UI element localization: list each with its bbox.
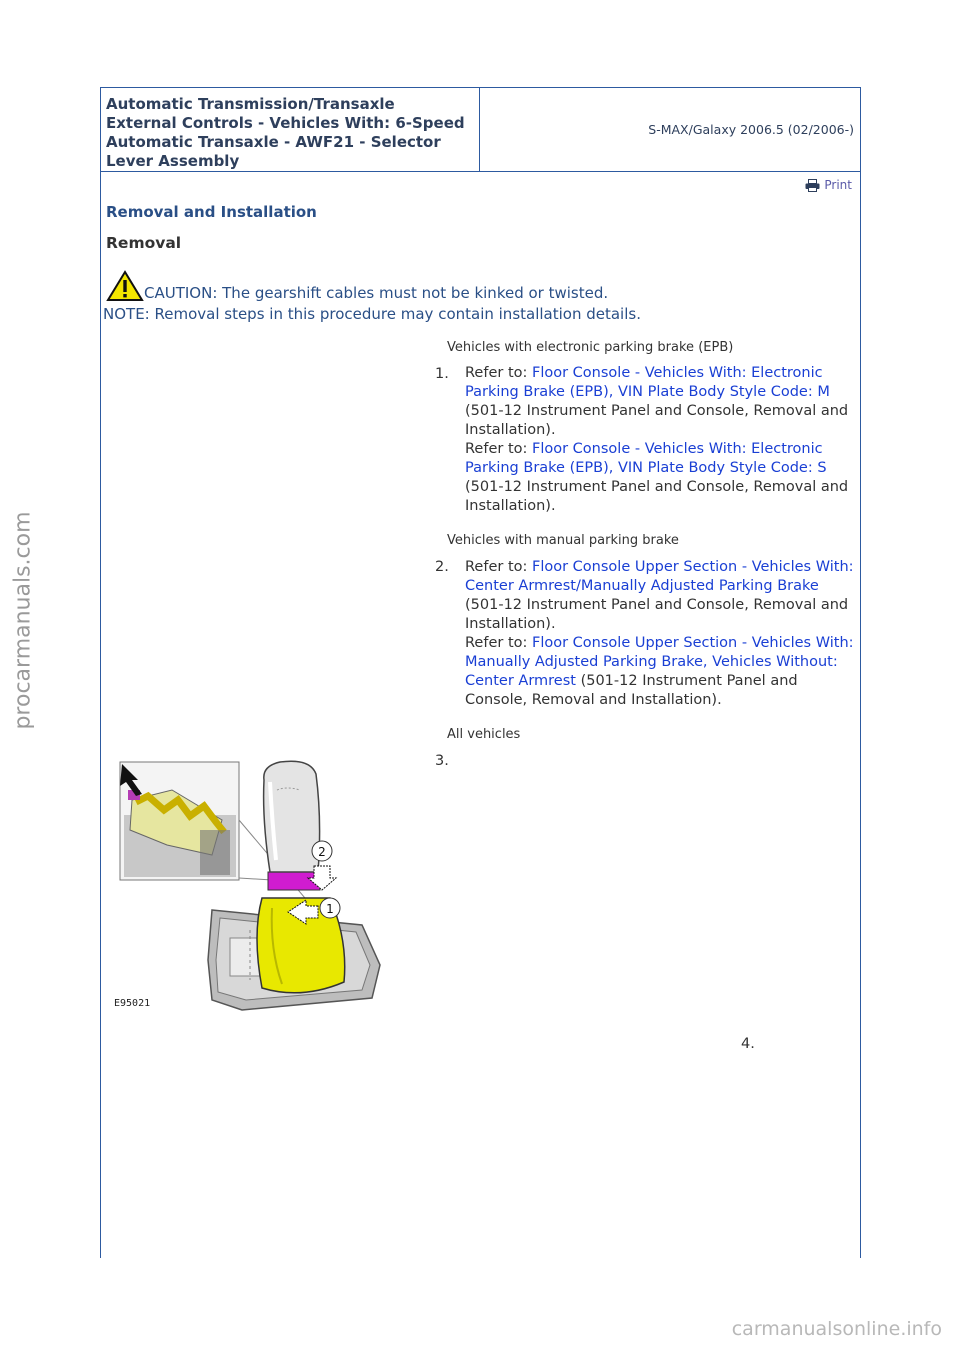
header-title-cell (101, 88, 480, 171)
title-line: Automatic Transmission/Transaxle (106, 95, 395, 113)
title-line: Automatic Transaxle - AWF21 - Selector (106, 133, 441, 151)
printer-icon (805, 179, 820, 192)
callout-1: 1 (326, 902, 334, 916)
header-row (101, 88, 860, 172)
vehicle-model: S-MAX/Galaxy 2006.5 (02/2006-) (648, 122, 854, 137)
floor-console-epb-m-link[interactable]: Floor Console - Vehicles With: Electronic Parking Brake (EPB), VIN Plate Body Style Code: M (465, 365, 830, 400)
title-line: External Controls - Vehicles With: 6-Speed (106, 114, 465, 132)
refer-label: Refer to: (465, 365, 532, 381)
step-number: 2. (435, 559, 449, 575)
selector-lever-drawing (112, 760, 387, 1018)
ref-detail: (501-12 Instrument Panel and Console, Removal and Installation). (465, 403, 849, 438)
subsection-heading: Removal (106, 234, 182, 252)
caution-text: CAUTION: The gearshift cables must not be kinked or twisted. (144, 284, 609, 302)
ref-detail: (501-12 Instrument Panel and Console, Removal and Installation). (465, 479, 849, 514)
refer-label: Refer to: (465, 635, 532, 651)
refer-label: Refer to: (465, 441, 532, 457)
procedure-frame (100, 87, 861, 1258)
side-watermark-text: procarmanuals.com (10, 510, 36, 730)
figure-code: E95021 (114, 998, 151, 1009)
title-line: Lever Assembly (106, 152, 240, 170)
procedure-title (106, 95, 478, 171)
step-number: 1. (435, 366, 449, 382)
section-label-manual: Vehicles with manual parking brake (447, 533, 679, 548)
floor-console-upper-armrest-link[interactable]: Floor Console Upper Section - Vehicles With: Center Armrest/Manually Adjusted Parking Brake (465, 559, 854, 594)
section-label-all: All vehicles (447, 727, 521, 742)
note-text: NOTE: Removal steps in this procedure may contain installation details. (103, 305, 641, 323)
bottom-watermark: carmanualsonline.info (731, 1318, 942, 1340)
caution-notice (106, 270, 856, 302)
side-watermark (5, 460, 41, 780)
ref-detail: (501-12 Instrument Panel and Console, Removal and Installation). (465, 673, 798, 708)
print-button[interactable] (805, 178, 852, 192)
step-1-text (465, 364, 855, 516)
floor-console-epb-s-link[interactable]: Floor Console - Vehicles With: Electronic Parking Brake (EPB), VIN Plate Body Style Code: S (465, 441, 827, 476)
print-label: Print (824, 178, 852, 192)
refer-label: Refer to: (465, 559, 532, 575)
floor-console-upper-no-armrest-link[interactable]: Floor Console Upper Section - Vehicles With: Manually Adjusted Parking Brake, Vehicles Without: Center Armrest (465, 635, 854, 689)
section-label-epb: Vehicles with electronic parking brake (EPB) (447, 340, 734, 355)
callout-2: 2 (318, 845, 326, 859)
step-2-text (465, 558, 855, 710)
step-number: 4. (741, 1036, 755, 1052)
step-number: 3. (435, 753, 449, 769)
selector-lever-illustration (112, 760, 387, 1018)
warning-icon (106, 270, 144, 302)
ref-detail: (501-12 Instrument Panel and Console, Removal and Installation). (465, 597, 849, 632)
section-heading: Removal and Installation (106, 203, 317, 221)
